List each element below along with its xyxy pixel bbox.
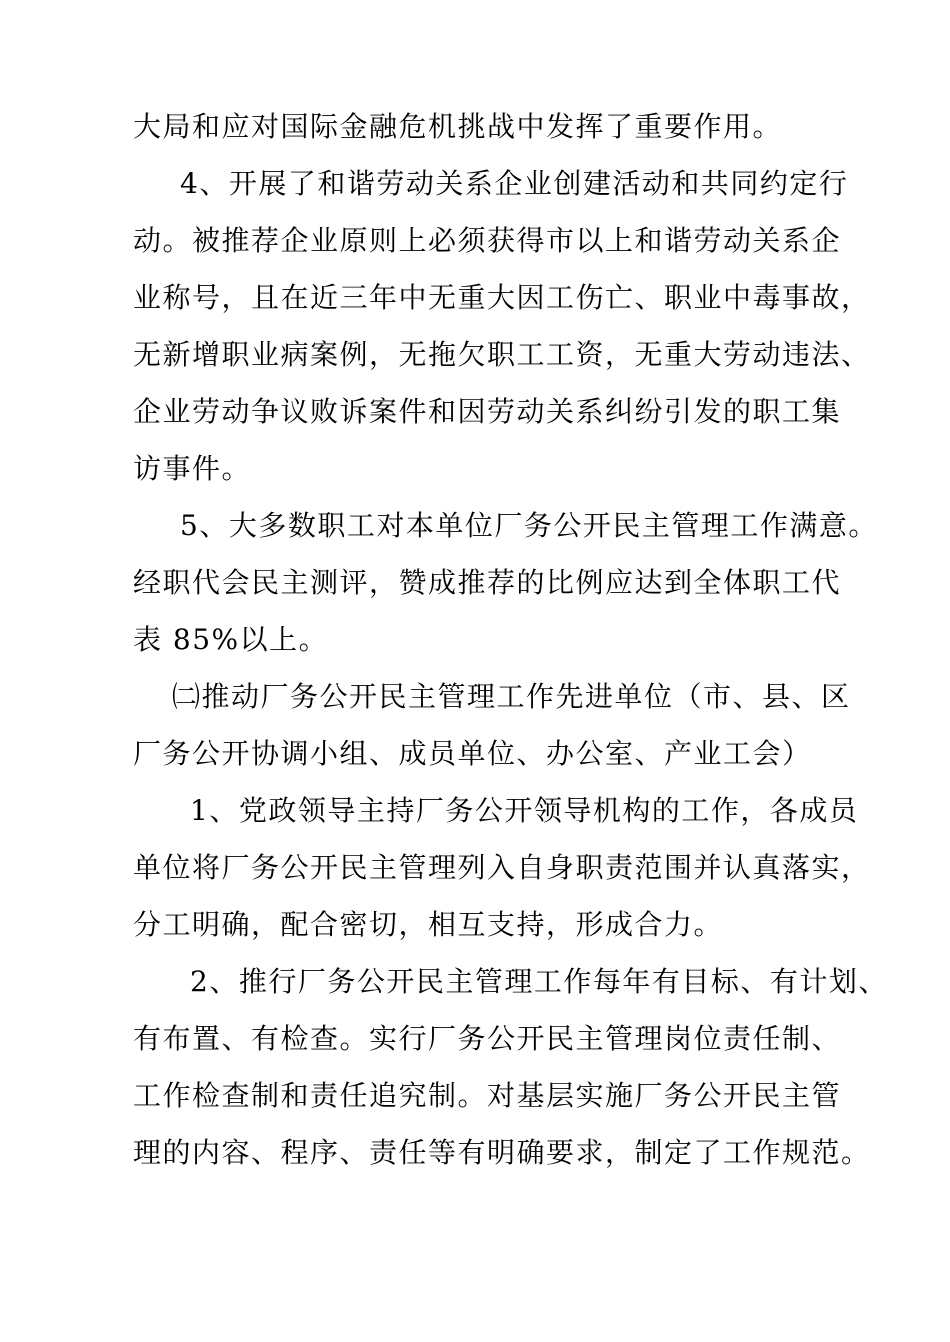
text-line-3: 动。被推荐企业原则上必须获得市以上和谐劳动关系企 [133,224,842,257]
text-line-9: 经职代会民主测评，赞成推荐的比例应达到全体职工代 [133,566,842,599]
text-line-1: 大局和应对国际金融危机挑战中发挥了重要作用。 [133,110,783,143]
section-heading-line-1: ㈡推动厂务公开民主管理工作先进单位（市、县、区 [172,680,851,713]
text-line-13: 1、党政领导主持厂务公开领导机构的工作，各成员 [190,794,859,827]
text-line-8: 5、大多数职工对本单位厂务公开民主管理工作满意。 [180,509,878,542]
text-line-17: 有布置、有检查。实行厂务公开民主管理岗位责任制、 [133,1022,842,1055]
text-line-5: 无新增职业病案例，无拖欠职工工资，无重大劳动违法、 [133,338,871,371]
text-line-16: 2、推行厂务公开民主管理工作每年有目标、有计划、 [190,965,888,998]
text-line-10: 表 85%以上。 [133,623,329,656]
text-line-4: 业称号，且在近三年中无重大因工伤亡、职业中毒事故， [133,281,871,314]
text-line-15: 分工明确，配合密切，相互支持，形成合力。 [133,908,724,941]
text-line-7: 访事件。 [133,452,252,485]
text-line-2: 4、开展了和谐劳动关系企业创建活动和共同约定行 [180,167,849,200]
text-line-6: 企业劳动争议败诉案件和因劳动关系纠纷引发的职工集 [133,395,842,428]
section-heading-line-2: 厂务公开协调小组、成员单位、办公室、产业工会） [133,737,812,770]
text-line-19: 理的内容、程序、责任等有明确要求，制定了工作规范。 [133,1136,871,1169]
text-line-14: 单位将厂务公开民主管理列入自身职责范围并认真落实， [133,851,871,884]
text-line-18: 工作检查制和责任追究制。对基层实施厂务公开民主管 [133,1079,842,1112]
